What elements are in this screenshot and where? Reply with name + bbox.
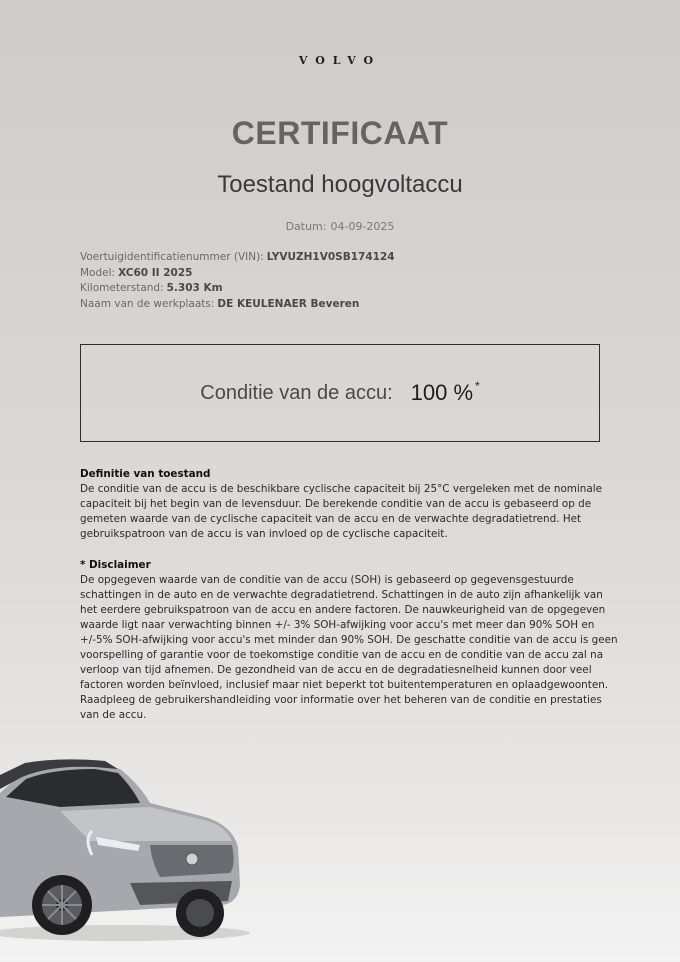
- workshop-label: Naam van de werkplaats:: [80, 297, 215, 310]
- vin-value: LYVUZH1V0SB174124: [266, 251, 395, 263]
- condition-percent: 100 %: [410, 380, 474, 405]
- model-label: Model:: [80, 266, 116, 279]
- date-label: Datum:: [285, 220, 327, 233]
- disclaimer-text: De opgegeven waarde van de conditie van de accu (SOH) is gebaseerd op gegevensgestuurde schattingen in de auto en de verwachte degradatietrend. Schattingen in de auto zijn afhankelijk van het eerdere gebruikspatroon van de accu en andere factoren. De nauwkeurigheid van de opgegeven waarde ligt naar verwachting binnen +/- 3% SOH-afwijking voor accu's met meer dan 90% SOH en +/-5% SOH-afwijking voor accu's met minder dan 90% SOH. De geschatte conditie van de accu is geen voorspelling of garantie voor de toekomstige conditie van de accu en de conditie van de accu zal na verloop van tijd afnemen. De gezondheid van de accu en de degradatiesnelheid kunnen door veel factoren worden beïnvloed, inclusief maar niet beperkt tot buitentemperaturen en oplaadgewoonten. Raadpleeg de gebruikershandleiding voor informatie over het beheren van de conditie en prestaties van de accu.: [80, 574, 618, 721]
- mileage-row: [80, 281, 620, 297]
- model-row: [80, 266, 620, 282]
- condition-label: Conditie van de accu:: [200, 381, 393, 404]
- mileage-value: 5.303 Km: [166, 282, 223, 294]
- vin-label: Voertuigidentificatienummer (VIN):: [80, 251, 264, 263]
- page-title: CERTIFICAAT: [231, 115, 449, 151]
- definition-heading: Definitie van toestand: [80, 468, 211, 480]
- date-value: 04-09-2025: [330, 220, 395, 233]
- model-value: XC60 II 2025: [118, 266, 193, 279]
- page-subtitle: Toestand hoogvoltaccu: [217, 171, 463, 198]
- vin-row: [80, 250, 620, 266]
- vehicle-info: [80, 250, 620, 312]
- volvo-logo: VOLVO: [298, 54, 382, 67]
- mileage-label: Kilometerstand:: [80, 282, 164, 294]
- workshop-row: [80, 297, 620, 313]
- definition-text: De conditie van de accu is de beschikbare cyclische capaciteit bij 25°C vergeleken met de nominale capaciteit bij het begin van de levensduur. De berekende conditie van de accu is gebaseerd op de gemeten waarde van de cyclische capaciteit van de accu en de verwachte degradatietrend. Het gebruikspatroon van de accu is van invloed op de cyclische capaciteit.: [80, 483, 603, 540]
- workshop-value: DE KEULENAER Beveren: [217, 297, 360, 310]
- disclaimer-section: [80, 558, 620, 723]
- disclaimer-marker: *: [475, 379, 480, 393]
- definition-section: [80, 467, 620, 542]
- battery-condition-box: [80, 344, 600, 442]
- disclaimer-heading: * Disclaimer: [80, 559, 151, 571]
- certificate-date: [0, 220, 680, 233]
- condition-value: [411, 380, 480, 406]
- car-image: [0, 755, 250, 945]
